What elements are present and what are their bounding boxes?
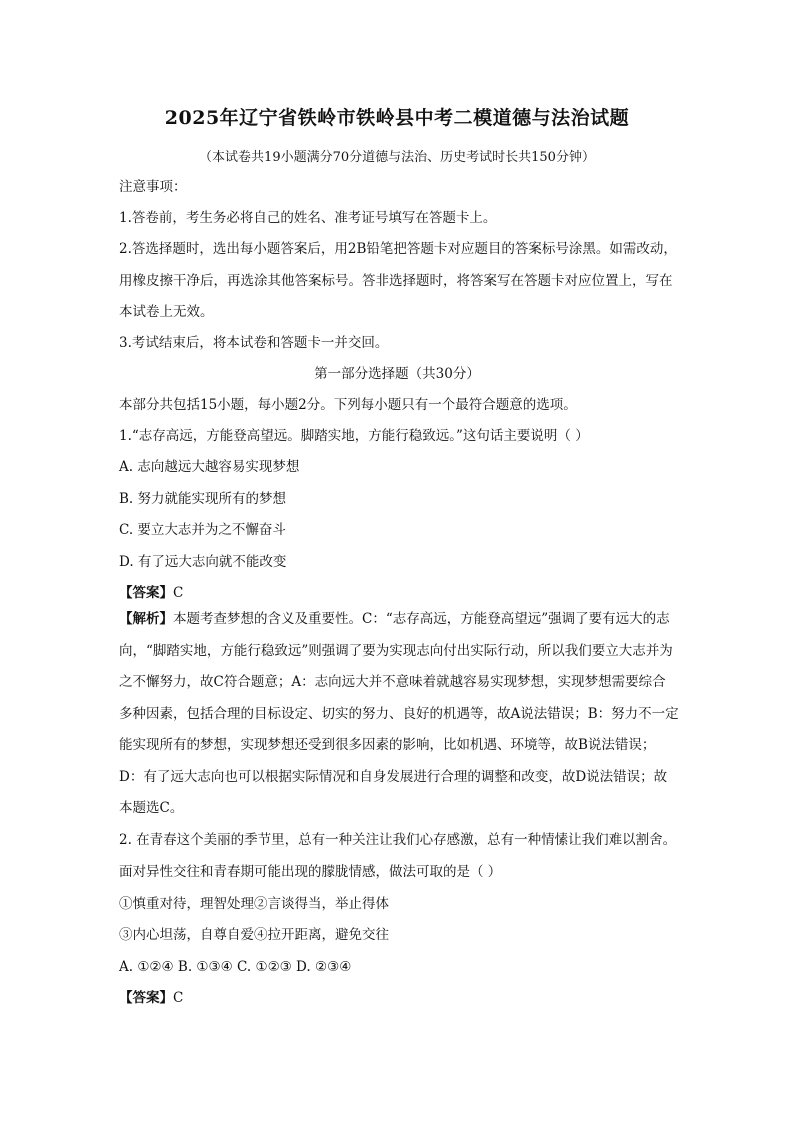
question-1-option-a: A. 志向越远大越容易实现梦想: [119, 459, 300, 475]
answer-value: C: [173, 585, 184, 601]
question-1-option-b: B. 努力就能实现所有的梦想: [119, 491, 287, 507]
question-2-answer: [119, 988, 675, 1008]
page-title: 2025年辽宁省铁岭市铁岭县中考二模道德与法治试题: [164, 107, 630, 129]
question-1-option-d: D. 有了远大志向就不能改变: [119, 554, 287, 570]
notice-item-3: 3.考试结束后，将本试卷和答题卡一并交回。: [119, 335, 389, 351]
notice-heading: 注意事项：: [119, 179, 187, 195]
analysis-label: 【解析】: [119, 611, 173, 627]
question-2-options: A. ①②④ B. ①③④ C. ①②③ D. ②③④: [119, 959, 352, 975]
question-1-stem: 1.“志存高远，方能登高望远。脚踏实地，方能行稳致远。”这句话主要说明（ ）: [119, 428, 589, 444]
question-1-analysis: [119, 604, 679, 825]
exam-subtitle: （本试卷共19小题满分70分道德与法治、历史考试时长共150分钟）: [199, 150, 595, 165]
question-2-items-2: ③内心坦荡，自尊自爱④拉开距离，避免交往: [119, 927, 389, 943]
notice-item-1: 1.答卷前，考生务必将自己的姓名、准考证号填写在答题卡上。: [119, 210, 497, 226]
answer-label: 【答案】: [119, 990, 173, 1006]
answer-value: C: [173, 990, 184, 1006]
question-2-items-1: ①慎重对待，理智处理②言谈得当，举止得体: [119, 896, 389, 912]
question-1-option-c: C. 要立大志并为之不懈奋斗: [119, 522, 286, 538]
analysis-text: 本题考查梦想的含义及重要性。C：“志存高远，方能登高望远”强调了要有远大的志向，“脚踏实地，方能行稳致远”则强调了要为实现志向付出实际行动，所以我们要立大志并为之不懈努力，故C符合题意；A：志向远大并不意味着就越容易实现梦想，实现梦想需要综合多种因素，包括合理的目标设定、切实的努力、良好的机遇等，故A说法错误；B：努力不一定能实现所有的梦想，实现梦想还受到很多因素的影响，比如机遇、环境等，故B说法错误；D：有了远大志向也可以根据实际情况和自身发展进行合理的调整和改变，故D说法错误；故本题选C。: [119, 611, 679, 816]
notice-item-2: 2.答选择题时，选出每小题答案后，用2B铅笔把答题卡对应题目的答案标号涂黑。如需改动，用橡皮擦干净后，再选涂其他答案标号。答非选择题时，将答案写在答题卡对应位置上，写在本试卷上无效。: [119, 241, 677, 320]
part1-heading: 第一部分选择题（共30分）: [314, 366, 480, 382]
question-1-answer: [119, 583, 675, 603]
answer-label: 【答案】: [119, 585, 173, 601]
question-2-stem: 2. 在青春这个美丽的季节里，总有一种关注让我们心存感激，总有一种情愫让我们难以割舍。面对异性交往和青春期可能出现的朦胧情感，做法可取的是（ ）: [119, 832, 677, 880]
part1-intro: 本部分共包括15小题，每小题2分。下列每小题只有一个最符合题意的选项。: [119, 397, 577, 413]
